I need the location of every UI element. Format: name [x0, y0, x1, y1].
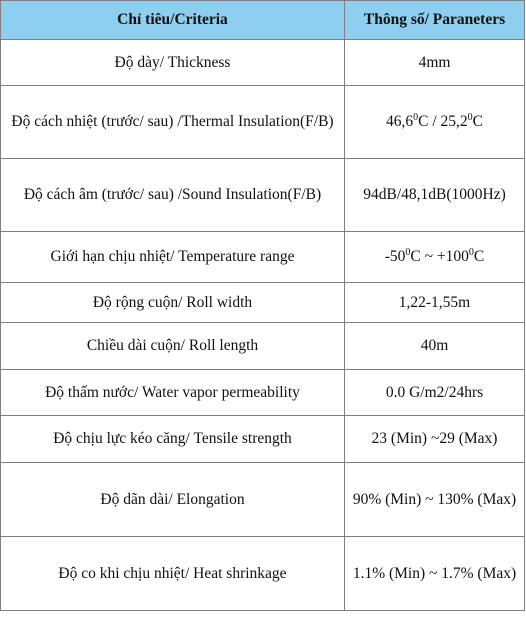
table-row: [1, 232, 525, 283]
criteria-tensile-strength: Độ chịu lực kéo căng/ Tensile strength: [1, 416, 345, 463]
criteria-thermal-insulation: Độ cách nhiệt (trước/ sau) /Thermal Insulation(F/B): [1, 86, 345, 159]
value-tensile-strength: 23 (Min) ~29 (Max): [345, 416, 525, 463]
table-row: [1, 86, 525, 159]
criteria-sound-insulation: Độ cách âm (trước/ sau) /Sound Insulation(F/B): [1, 159, 345, 232]
value-roll-length: 40m: [345, 323, 525, 370]
criteria-thickness: Độ dày/ Thickness: [1, 40, 345, 86]
table-row: [1, 159, 525, 232]
criteria-elongation: Độ dãn dài/ Elongation: [1, 463, 345, 537]
value-water-vapor-permeability: 0.0 G/m2/24hrs: [345, 370, 525, 416]
table-row: [1, 416, 525, 463]
value-elongation: 90% (Min) ~ 130% (Max): [345, 463, 525, 537]
header-criteria: Chỉ tiêu/Criteria: [1, 1, 345, 40]
value-thickness: 4mm: [345, 40, 525, 86]
criteria-roll-length: Chiều dài cuộn/ Roll length: [1, 323, 345, 370]
header-parameters: Thông số/ Paraneters: [345, 1, 525, 40]
table-header-row: [1, 1, 525, 40]
value-sound-insulation: 94dB/48,1dB(1000Hz): [345, 159, 525, 232]
value-temperature-range: $-50^0C$ ~ $+100^0C$: [345, 232, 525, 283]
value-heat-shrinkage: 1.1% (Min) ~ 1.7% (Max): [345, 537, 525, 611]
table-row: [1, 537, 525, 611]
value-roll-width: 1,22-1,55m: [345, 283, 525, 323]
value-thermal-insulation: 46,6$^0$C / 25,2$^0$C: [345, 86, 525, 159]
criteria-roll-width: Độ rộng cuộn/ Roll width: [1, 283, 345, 323]
table-row: [1, 283, 525, 323]
criteria-temperature-range: Giới hạn chịu nhiệt/ Temperature range: [1, 232, 345, 283]
criteria-heat-shrinkage: Độ co khi chịu nhiệt/ Heat shrinkage: [1, 537, 345, 611]
table-row: [1, 370, 525, 416]
table-row: [1, 40, 525, 86]
table-row: [1, 323, 525, 370]
criteria-water-vapor-permeability: Độ thấm nước/ Water vapor permeability: [1, 370, 345, 416]
table-row: [1, 463, 525, 537]
